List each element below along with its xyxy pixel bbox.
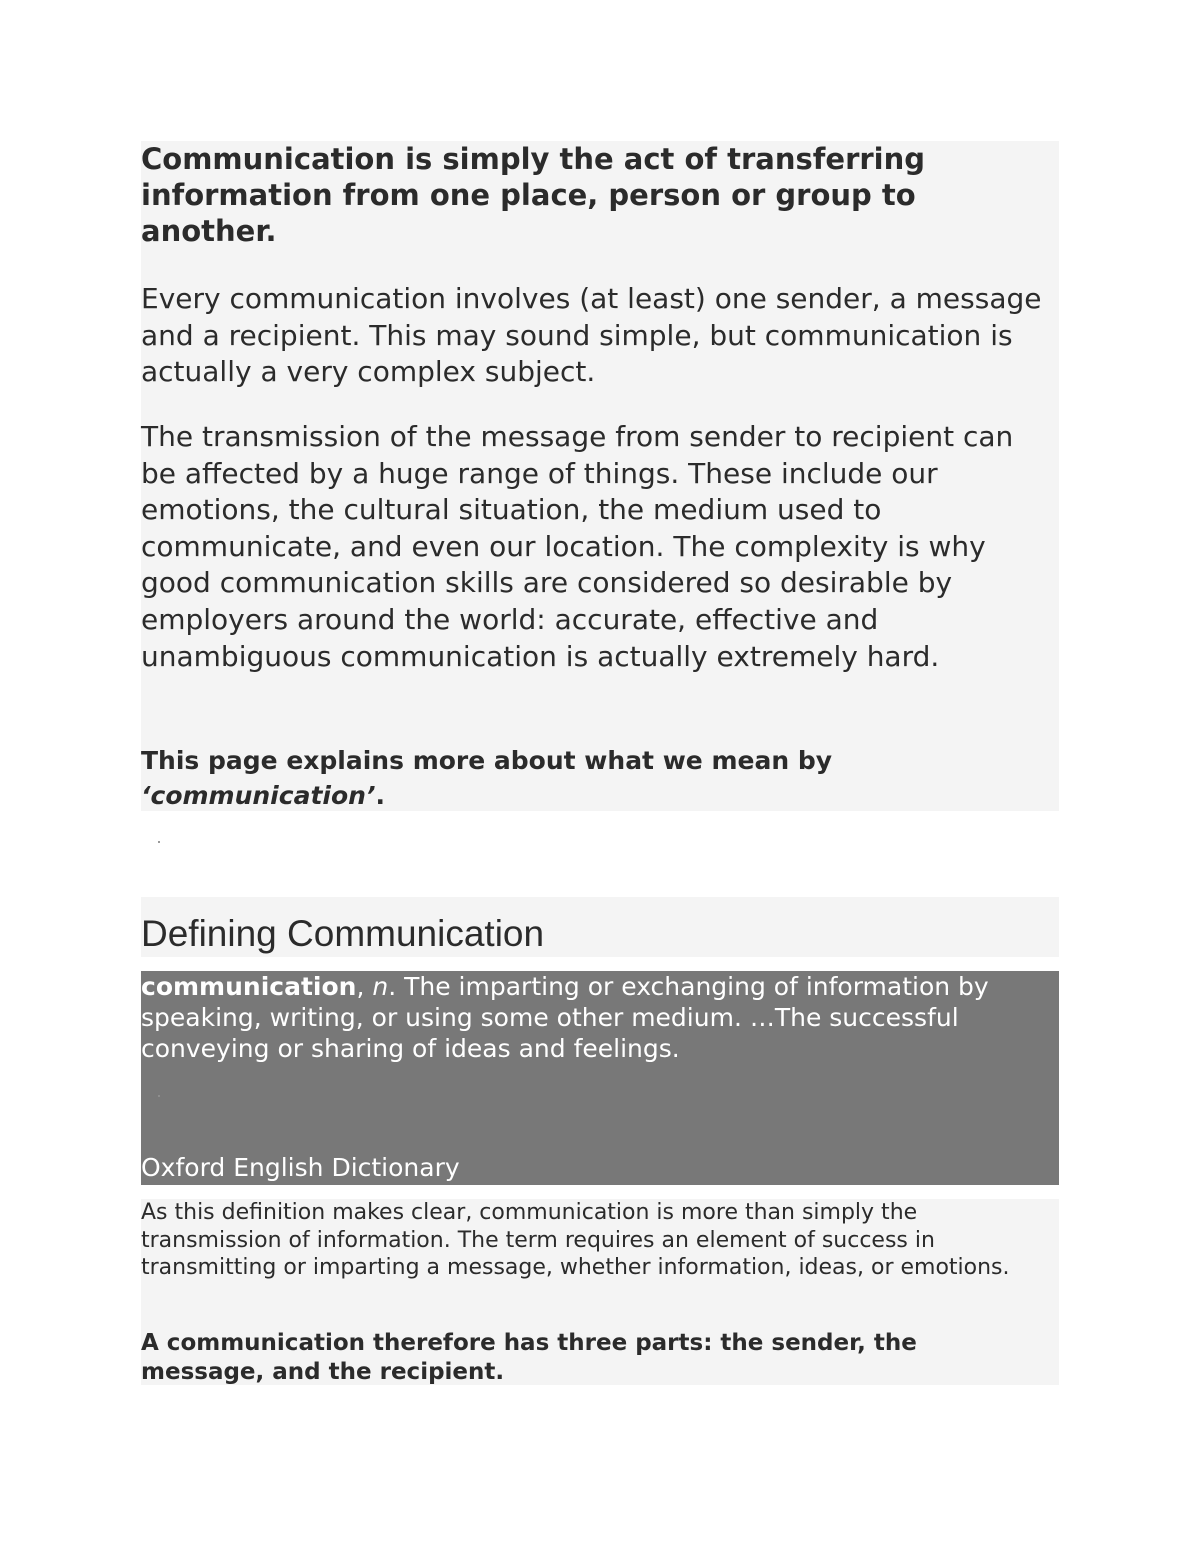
followup-paragraph: As this definition makes clear, communication is more than simply the transmission of information. The term requires an element of success in transmitting or imparting a message, whether information, ideas, or emotions. (141, 1200, 1010, 1280)
intro-paragraph-2: The transmission of the message from sender to recipient can be affected by a huge range of things. These include our emotions, the cultural situation, the medium used to communicate, and even our location. The complexity is why good communication skills are considered so desirable by employers around the world: accurate, effective and unambiguous communication is actually extremely hard. (141, 420, 1014, 673)
intro-footer (141, 743, 1041, 813)
defining-heading: Defining Communication (141, 913, 545, 954)
defining-heading-section (141, 897, 1059, 957)
intro-heading: Communication is simply the act of transferring information from one place, person or group to another. (141, 142, 926, 248)
definition-term: communication (141, 972, 357, 1001)
stray-dot (158, 841, 160, 843)
definition-quote-box (141, 971, 1059, 1185)
intro-footer-suffix: . (375, 781, 385, 810)
definition-separator: , (356, 972, 373, 1001)
intro-footer-prefix: This page explains more about what we mean by (141, 746, 833, 775)
definition-text (141, 971, 1056, 1064)
definition-body: . The imparting or exchanging of information by speaking, writing, or using some other medium. …The successful conveying or sharing of ideas and feelings. (141, 972, 989, 1063)
followup-bold-statement: A communication therefore has three parts: the sender, the message, and the recipient. (141, 1330, 917, 1385)
intro-section (141, 141, 1059, 811)
definition-source: Oxford English Dictionary (141, 1153, 460, 1182)
followup-section (141, 1199, 1059, 1385)
intro-footer-term: ‘communication’ (141, 781, 376, 810)
stray-dot (158, 1095, 160, 1097)
definition-part-of-speech: n (372, 972, 389, 1001)
intro-paragraph-1: Every communication involves (at least) one sender, a message and a recipient. This may sound simple, but communication is actually a very complex subject. (141, 282, 1042, 389)
